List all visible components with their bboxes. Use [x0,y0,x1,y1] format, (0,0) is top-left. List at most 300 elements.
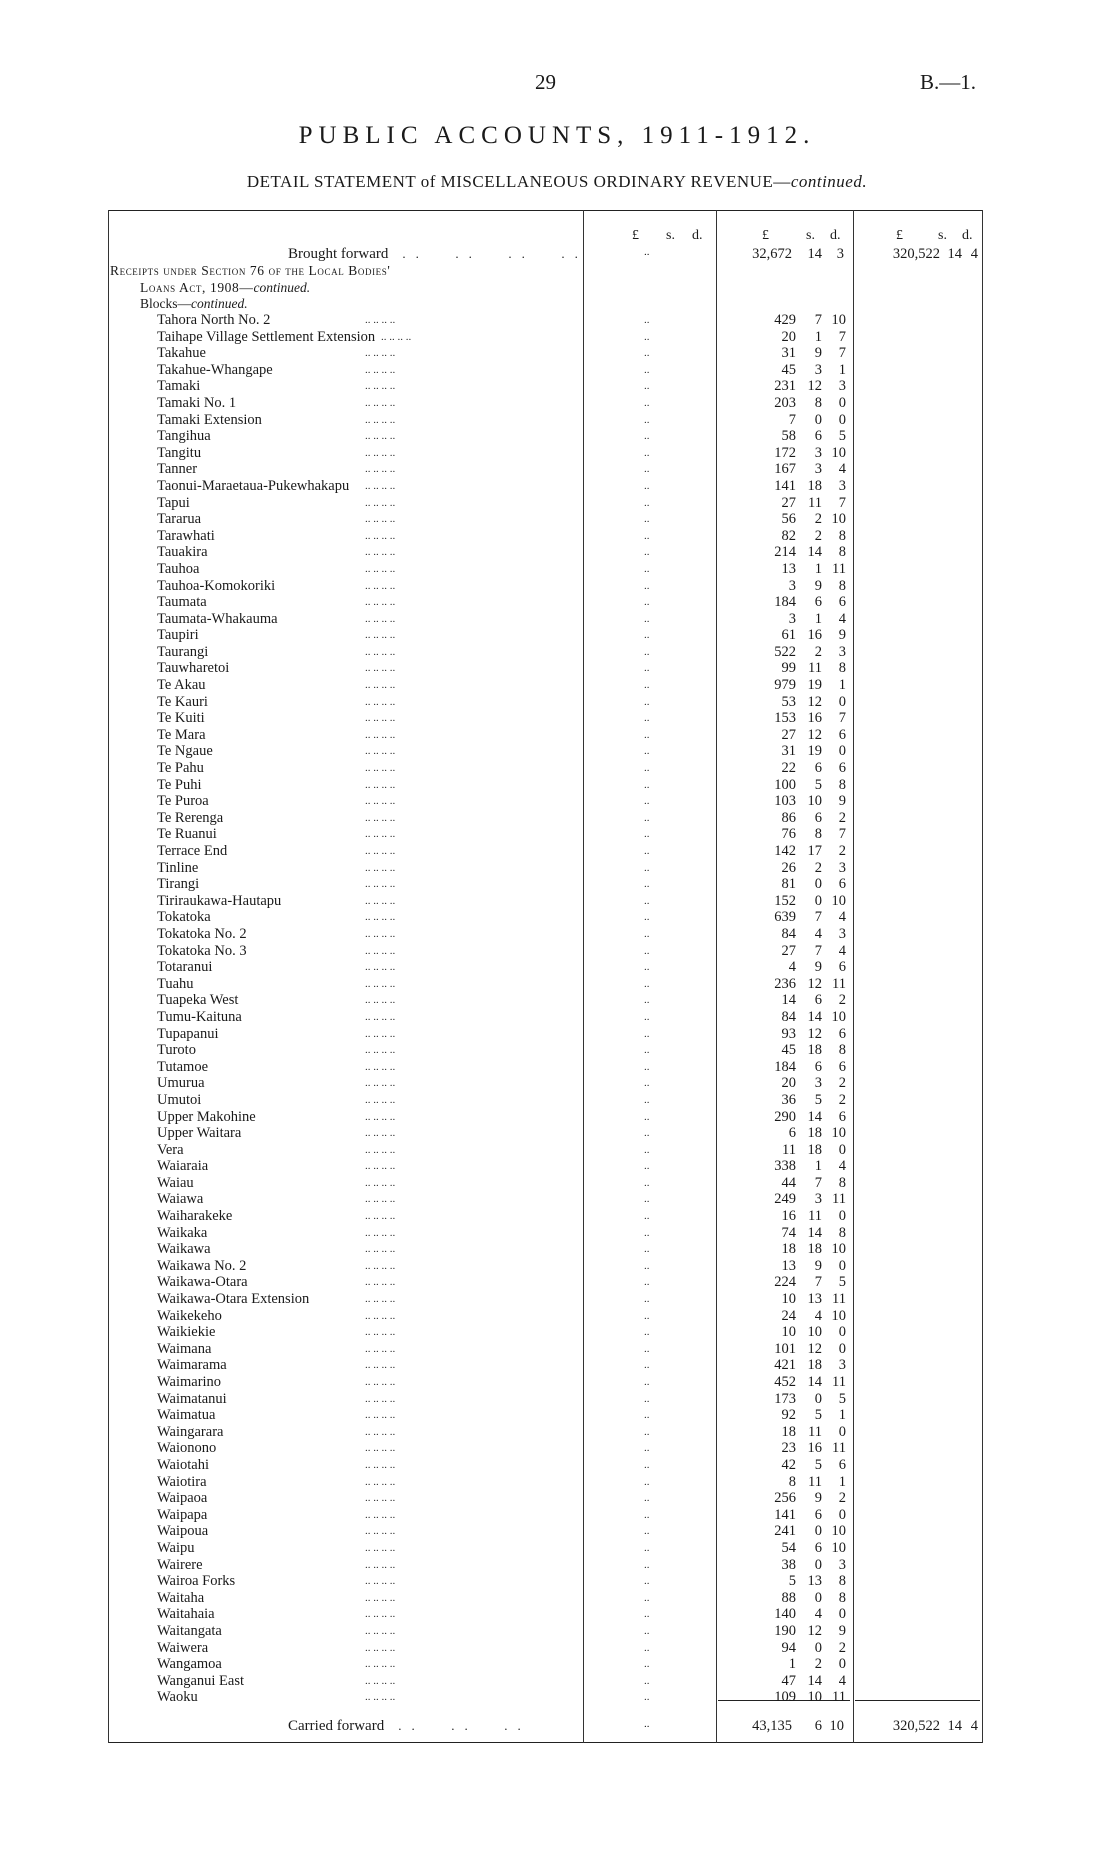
amount-pounds: 153 [774,710,796,727]
amount-pounds: 152 [774,892,796,909]
block-name: Tupapanui [157,1025,219,1042]
amount-shillings: 12 [807,378,822,395]
amount-shillings: 2 [814,1656,822,1673]
block-name: Waimarama [157,1357,227,1374]
amount-pence: 10 [831,1125,846,1142]
amount-pounds: 3 [788,610,796,627]
amount-shillings: 0 [814,1639,822,1656]
col2-shilling-header: s. [806,228,815,243]
block-name: Upper Waitara [157,1125,242,1142]
leader-dots: .. .. .. .. [365,1442,396,1455]
col1-empty-dots: .. [644,878,650,891]
table-row [0,943,1114,960]
leader-dots: .. .. .. .. [365,778,396,791]
col1-empty-dots: .. [644,894,650,907]
amount-pounds: 141 [774,1506,796,1523]
amount-pounds: 36 [781,1091,796,1108]
table-row [0,1075,1114,1092]
table-row [0,1673,1114,1690]
amount-pounds: 13 [781,1257,796,1274]
table-row [0,329,1114,346]
amount-pence: 3 [838,643,846,660]
table-row [0,1523,1114,1540]
amount-shillings: 5 [814,776,822,793]
table-row [0,727,1114,744]
amount-shillings: 16 [807,1440,822,1457]
leader-dots: .. .. .. .. [365,1359,396,1372]
block-name: Waiaraia [157,1158,209,1175]
bf-col3-shillings: 14 [947,246,962,262]
leader-dots: .. .. .. .. [365,596,396,609]
amount-pounds: 338 [774,1158,796,1175]
amount-shillings: 3 [814,1075,822,1092]
leader-dots: .. .. .. .. [365,944,396,957]
col1-empty-dots: .. [644,1541,650,1554]
amount-pounds: 236 [774,975,796,992]
amount-pounds: 522 [774,643,796,660]
block-name: Waikaka [157,1224,208,1241]
leader-dots: .. .. .. .. [365,1276,396,1289]
col1-empty-dots: .. [644,1475,650,1488]
table-row [0,1457,1114,1474]
col1-empty-dots: .. [644,1575,650,1588]
table-row [0,1324,1114,1341]
amount-shillings: 11 [808,660,822,677]
amount-pounds: 290 [774,1108,796,1125]
col1-empty-dots: .. [644,1442,650,1455]
col1-empty-dots: .. [644,961,650,974]
leader-dots: .. .. .. .. [365,1010,396,1023]
amount-shillings: 14 [807,1672,822,1689]
leader-dots: .. .. .. .. [365,314,396,326]
amount-pounds: 142 [774,843,796,859]
cf-col2-shillings: 6 [814,1718,822,1734]
amount-pounds: 639 [774,909,796,926]
amount-shillings: 1 [814,1158,822,1175]
amount-pence: 0 [838,1506,846,1523]
col1-empty-dots: .. [644,579,650,592]
table-row [0,826,1114,843]
col1-empty-dots: .. [644,795,650,808]
block-name: Waionono [157,1440,217,1457]
block-name: Tarawhati [157,527,215,544]
amount-shillings: 9 [814,345,822,362]
col1-empty-dots: .. [644,1409,650,1422]
document-reference: B.—1. [920,70,977,94]
amount-pence: 8 [838,1589,846,1606]
col3-shilling-header: s. [938,228,947,243]
leader-dots: .. .. .. .. [365,430,396,443]
amount-pence: 4 [838,610,846,627]
amount-shillings: 6 [814,992,822,1009]
amount-pounds: 452 [774,1374,796,1390]
amount-pence: 2 [838,1075,846,1092]
block-name: Tauakira [157,544,208,561]
amount-pounds: 61 [781,627,796,644]
amount-pounds: 3 [788,577,796,594]
table-row [0,1490,1114,1507]
col1-empty-dots: .. [644,745,650,758]
amount-pounds: 84 [781,925,796,942]
leader-dots: .. .. .. .. [365,1425,396,1438]
block-name: Te Rerenga [157,809,224,826]
col1-empty-dots: .. [644,728,650,741]
amount-pounds: 6 [788,1125,796,1142]
table-row [0,1109,1114,1126]
amount-pounds: 56 [781,511,796,528]
amount-pounds: 27 [781,726,796,743]
leader-dots: .. .. .. .. [365,1077,396,1090]
amount-shillings: 0 [814,411,822,428]
block-name: Totaranui [157,959,213,976]
cf-col3-pence: 4 [970,1718,978,1734]
brought-forward-col1: .. [644,246,650,258]
col2-pence-header: d. [830,228,841,243]
block-name: Tuahu [157,975,194,992]
leader-dots: .. .. .. .. [365,645,396,658]
leader-dots: .. .. .. .. [365,1392,396,1405]
amount-shillings: 2 [814,859,822,876]
leader-dots: .. .. .. .. [365,1508,396,1521]
block-name: Waikawa [157,1241,211,1258]
leader-dots: .. .. .. .. [365,712,396,725]
col1-empty-dots: .. [644,645,650,658]
block-name: Te Kuiti [157,710,205,727]
bf-col3-pounds: 320,522 [892,246,940,262]
col1-empty-dots: .. [644,828,650,841]
amount-pence: 3 [838,1556,846,1573]
col3-pound-header: £ [896,228,903,243]
leader-dots: .. .. .. .. [365,1525,396,1538]
amount-pence: 11 [832,1440,846,1457]
leader-dots: .. .. .. .. [365,845,396,857]
table-row [0,1557,1114,1574]
leader-dots: .. .. .. .. [365,562,396,575]
amount-shillings: 8 [814,826,822,843]
block-name: Vera [157,1141,184,1158]
block-name: Waikawa-Otara Extension [157,1291,310,1308]
amount-pence: 11 [832,1191,846,1208]
amount-shillings: 0 [814,1523,822,1540]
amount-pence: 10 [831,444,846,461]
amount-pence: 2 [838,1490,846,1507]
table-row [0,1440,1114,1457]
col1-empty-dots: .. [644,1160,650,1173]
col1-empty-dots: .. [644,380,650,393]
col1-empty-dots: .. [644,911,650,924]
col1-empty-dots: .. [644,430,650,443]
leader-dots: .. .. .. .. [365,1193,396,1206]
amount-pounds: 26 [781,859,796,876]
col1-empty-dots: .. [644,845,650,857]
amount-pounds: 23 [781,1440,796,1457]
amount-pounds: 1 [788,1656,796,1673]
block-name: Takahue-Whangape [157,361,273,378]
block-name: Tirangi [157,876,200,893]
amount-shillings: 16 [807,710,822,727]
leader-dots: .. .. .. .. [365,1259,396,1272]
col1-empty-dots: .. [644,762,650,775]
amount-pence: 8 [838,1174,846,1191]
cf-col2-pence: 10 [829,1718,844,1734]
leader-dots: .. .. .. .. [365,1027,396,1040]
amount-shillings: 2 [814,643,822,660]
amount-pence: 1 [838,1473,846,1490]
block-name: Waiwera [157,1639,209,1656]
col1-empty-dots: .. [644,496,650,509]
block-name: Waikawa-Otara [157,1274,248,1291]
amount-shillings: 9 [814,1257,822,1274]
amount-pounds: 4 [788,959,796,976]
amount-shillings: 9 [814,959,822,976]
table-row [0,1258,1114,1275]
amount-pounds: 979 [774,677,796,694]
col1-empty-dots: .. [644,1641,650,1654]
amount-pounds: 5 [788,1573,796,1590]
table-row [0,1042,1114,1059]
leader-dots: .. .. .. .. [365,1691,396,1704]
table-row [0,1308,1114,1325]
col1-empty-dots: .. [644,314,650,326]
table-row [0,1374,1114,1391]
leader-dots: .. .. .. .. [365,927,396,940]
table-row [0,511,1114,528]
block-name: Tamaki [157,378,201,395]
amount-shillings: 3 [814,361,822,378]
col1-empty-dots: .. [644,977,650,990]
leader-dots: .. .. .. .. [365,1293,396,1306]
amount-shillings: 2 [814,527,822,544]
table-row [0,1424,1114,1441]
amount-pence: 6 [838,959,846,976]
amount-pounds: 93 [781,1025,796,1042]
table-row [0,810,1114,827]
table-row [0,1009,1114,1026]
amount-shillings: 18 [807,1042,822,1059]
leader-dots: .. .. .. .. [365,861,396,874]
amount-pence: 5 [838,1390,846,1407]
table-bottom-rule [108,1742,982,1743]
amount-pounds: 256 [774,1490,796,1507]
table-row [0,793,1114,810]
bf-col2-shillings: 14 [807,246,822,262]
amount-pence: 3 [838,378,846,395]
table-row [0,926,1114,943]
leader-dots: .. .. .. .. [365,496,396,509]
col1-empty-dots: .. [644,629,650,642]
amount-pounds: 190 [774,1622,796,1639]
amount-pence: 5 [838,428,846,445]
table-row [0,1623,1114,1640]
amount-shillings: 19 [807,677,822,694]
table-row [0,1026,1114,1043]
amount-pence: 4 [838,942,846,959]
amount-shillings: 6 [814,1058,822,1075]
amount-pence: 8 [838,1042,846,1059]
amount-pounds: 16 [781,1208,796,1225]
cf-col2-pounds: 43,135 [752,1718,792,1734]
table-row [0,893,1114,910]
amount-pounds: 44 [781,1174,796,1191]
leader-dots: .. .. .. .. [365,1093,396,1106]
amount-pence: 10 [831,892,846,909]
amount-pence: 2 [838,1639,846,1656]
amount-pounds: 184 [774,594,796,611]
cf-col3-shillings: 14 [947,1718,962,1734]
amount-pence: 7 [838,710,846,727]
table-row [0,992,1114,1009]
col1-empty-dots: .. [644,695,650,708]
table-top-rule [108,210,982,211]
amount-pounds: 47 [781,1672,796,1689]
table-row [0,1125,1114,1142]
table-row [0,1241,1114,1258]
block-name: Umutoi [157,1091,202,1108]
carried-forward-label: Carried forward .. .. .. [288,1718,531,1734]
amount-pounds: 249 [774,1191,796,1208]
leader-dots: .. .. .. .. [365,1326,396,1339]
amount-shillings: 3 [814,444,822,461]
table-row [0,528,1114,545]
amount-shillings: 6 [814,809,822,826]
col1-empty-dots: .. [644,1093,650,1106]
block-name: Te Akau [157,677,206,694]
amount-pence: 0 [838,411,846,428]
amount-shillings: 6 [814,1506,822,1523]
amount-shillings: 3 [814,461,822,478]
amount-pence: 2 [838,809,846,826]
amount-shillings: 0 [814,1556,822,1573]
block-name: Waitangata [157,1622,222,1639]
amount-shillings: 2 [814,511,822,528]
amount-pounds: 167 [774,461,796,478]
table-row [0,1640,1114,1657]
amount-pence: 4 [838,1672,846,1689]
table-row [0,627,1114,644]
amount-pence: 9 [838,627,846,644]
amount-shillings: 16 [807,627,822,644]
leader-dots: .. .. .. .. [365,1127,396,1140]
block-name: Tanner [157,461,198,478]
col1-pound-header: £ [632,228,639,243]
block-name: Waikiekie [157,1324,216,1341]
table-row [0,959,1114,976]
block-name: Te Mara [157,726,206,743]
col1-empty-dots: .. [644,1226,650,1239]
amount-pence: 10 [831,312,846,328]
table-row [0,644,1114,661]
block-name: Waipoua [157,1523,209,1540]
amount-shillings: 11 [808,1208,822,1225]
col1-empty-dots: .. [644,1376,650,1388]
block-name: Waiotira [157,1473,207,1490]
col1-empty-dots: .. [644,778,650,791]
block-name: Waiau [157,1174,194,1191]
amount-shillings: 1 [814,328,822,345]
col1-empty-dots: .. [644,1276,650,1289]
leader-dots: .. .. .. .. [365,1376,396,1388]
block-name: Tauhoa [157,560,200,577]
amount-pence: 6 [838,1025,846,1042]
col1-empty-dots: .. [644,1658,650,1671]
leader-dots: .. .. .. .. [365,977,396,990]
leader-dots: .. .. .. .. [365,795,396,808]
block-name: Tapui [157,494,190,511]
leader-dots: .. .. .. .. [365,679,396,692]
leader-dots: .. .. .. .. [365,479,396,492]
table-row [0,561,1114,578]
amount-pence: 0 [838,1141,846,1158]
amount-shillings: 4 [814,925,822,942]
amount-pence: 0 [838,1208,846,1225]
table-row [0,843,1114,860]
table-row [0,909,1114,926]
leader-dots: .. .. .. .. [381,330,412,343]
leader-dots: .. .. .. .. [365,1575,396,1588]
amount-shillings: 5 [814,1091,822,1108]
col1-empty-dots: .. [644,1210,650,1223]
col1-empty-dots: .. [644,546,650,559]
block-name: Te Pahu [157,760,204,777]
block-name: Taumata [157,594,207,611]
table-row [0,1391,1114,1408]
table-row [0,1573,1114,1590]
amount-pounds: 109 [774,1689,796,1706]
block-name: Tiriraukawa-Hautapu [157,892,282,909]
block-name: Wairere [157,1556,203,1573]
amount-pounds: 18 [781,1241,796,1258]
leader-dots: .. .. .. .. [365,1658,396,1671]
col1-empty-dots: .. [644,413,650,426]
table-row [0,1507,1114,1524]
leader-dots: .. .. .. .. [365,894,396,907]
amount-pounds: 101 [774,1340,796,1357]
block-name: Tutamoe [157,1058,209,1075]
amount-pence: 7 [838,328,846,345]
leader-dots: .. .. .. .. [365,1060,396,1073]
leader-dots: .. .. .. .. [365,629,396,642]
col1-empty-dots: .. [644,1143,650,1156]
leader-dots: .. .. .. .. [365,994,396,1007]
section-heading-line1: Receipts under Section 76 of the Local Bodies' [110,263,391,278]
col1-empty-dots: .. [644,396,650,409]
col1-empty-dots: .. [644,1110,650,1123]
block-name: Tokatoka No. 3 [157,942,247,959]
leader-dots: .. .. .. .. [365,347,396,360]
leader-dots: .. .. .. .. [365,1541,396,1554]
block-name: Taupiri [157,627,199,644]
amount-pence: 8 [838,776,846,793]
col1-empty-dots: .. [644,927,650,940]
amount-pence: 10 [831,1008,846,1025]
block-name: Waikawa No. 2 [157,1257,247,1274]
amount-pounds: 421 [774,1357,796,1374]
leader-dots: .. .. .. .. [402,246,588,261]
leader-dots: .. .. .. .. [365,1624,396,1637]
leader-dots: .. .. .. .. [365,1160,396,1173]
amount-shillings: 0 [814,1390,822,1407]
amount-pence: 7 [838,494,846,511]
amount-pence: 8 [838,527,846,544]
leader-dots: .. .. .. .. [365,1458,396,1471]
amount-shillings: 14 [807,1224,822,1241]
amount-shillings: 11 [808,1423,822,1440]
amount-shillings: 11 [808,494,822,511]
col1-empty-dots: .. [644,1624,650,1637]
col1-empty-dots: .. [644,1558,650,1571]
amount-shillings: 4 [814,1606,822,1623]
amount-pence: 10 [831,1523,846,1540]
